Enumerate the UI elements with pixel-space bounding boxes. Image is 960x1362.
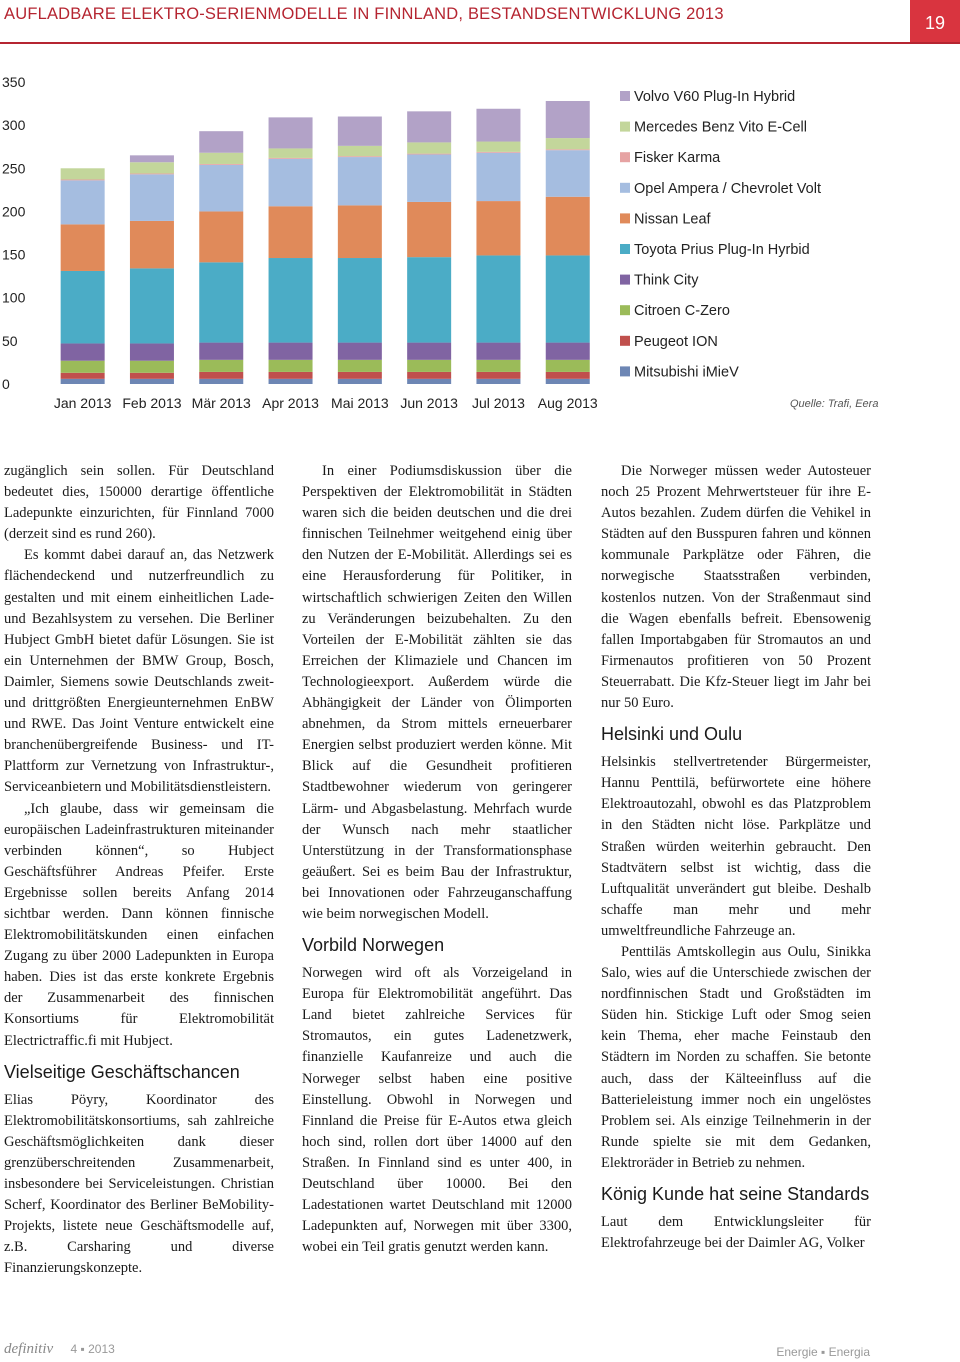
bar-segment: [130, 379, 174, 384]
bar-segment: [476, 379, 520, 384]
legend-label: Fisker Karma: [634, 150, 721, 167]
legend-swatch: [620, 91, 630, 101]
bar-segment: [130, 268, 174, 343]
bar-segment: [269, 159, 313, 206]
x-tick-label: Mär 2013: [191, 395, 251, 411]
page-title: AUFLADBARE ELEKTRO-SERIENMODELLE IN FINNLAND, BESTANDSENTWICKLUNG 2013: [4, 5, 724, 23]
bar-segment: [546, 149, 590, 150]
bar-segment: [546, 360, 590, 372]
bar-segment: [61, 180, 105, 224]
bar-segment: [407, 111, 451, 142]
paragraph: „Ich glaube, dass wir gemeinsam die europäischen Ladeinfrastrukturen miteinander verbinden können“, so Hubject Geschäftsführer Andreas Pfeifer. Erste Ergebnisse sollen bereits Anfang 2014 sichtbar werden. Dann können finnische Elektromobilitätskunden einen einfachen Zugang zu über 2000 Ladepunkten in Europa haben. Dies ist das erste konkrete Ergebnis der Zusammenarbeit des finnischen Konsortiums für Elektromobilität Electrictraffic.fi mit Hubject.: [4, 800, 274, 1049]
page-header: [0, 0, 960, 44]
bar-segment: [476, 255, 520, 342]
bar-segment: [546, 197, 590, 256]
bar-segment: [546, 101, 590, 138]
bar-segment: [407, 372, 451, 379]
bar-segment: [61, 180, 105, 181]
bar-segment: [338, 258, 382, 343]
bar-segment: [269, 148, 313, 157]
bar-segment: [61, 224, 105, 271]
text-column-3: [601, 461, 871, 1254]
y-tick-label: 200: [2, 203, 26, 220]
bar-segment: [269, 372, 313, 379]
paragraph: Penttiläs Amtskollegin aus Oulu, Sinikka Salo, wies auf die Unterschiede zwischen der nordfinnischen Stadt und Großstädten im Süden hin. Stickige Luft oder Smog seien kein Thema, eher mache Feinstaub den Städtern im Norden zu schaffen. Sie betonte auch, dass der Kälteeinfluss auf die Batterieleistung immer noch ein ungelöstes Problem sei. Als einzige Teilnehmerin in der Runde spielte sie mit dem Gedanken, Elektroräder in Betrieb zu nehmen.: [601, 943, 871, 1171]
bar-segment: [407, 343, 451, 360]
section-heading: Helsinki und Oulu: [601, 724, 743, 745]
bar-segment: [338, 379, 382, 384]
bar-segment: [130, 373, 174, 379]
brand-logo: definitiv: [4, 1341, 54, 1357]
legend-label: Opel Ampera / Chevrolet Volt: [634, 180, 821, 197]
bar-segment: [476, 201, 520, 255]
y-tick-label: 300: [2, 117, 26, 134]
bar-segment: [546, 255, 590, 342]
paragraph: Elias Pöyry, Koordinator des Elektromobilitätskonsortiums, sah zahlreiche Geschäftsmöglichkeiten dank dieser grenzüberschreitenden Zusammenarbeit, insbesondere bei Serviceleistungen. Christian Scherf, Koordinator des Berliner BeMobility-Projekts, listete neue Geschäftsmodelle auf, z.B. Carsharing und diverse Finanzierungskonzepte.: [4, 1091, 274, 1277]
legend-label: Think City: [634, 272, 699, 289]
bar-segment: [546, 138, 590, 149]
legend-label: Peugeot ION: [634, 333, 718, 350]
stacked-bar-chart: [0, 60, 960, 420]
x-tick-label: Aug 2013: [537, 395, 598, 411]
bar-segment: [546, 150, 590, 197]
footer-section: Energie ▪ Energia: [776, 1345, 870, 1359]
bar-segment: [476, 360, 520, 372]
bar-segment: [199, 379, 243, 384]
y-tick-label: 0: [2, 376, 10, 392]
x-tick-label: Feb 2013: [122, 395, 182, 411]
footer-left: [4, 1341, 115, 1358]
legend-label: Toyota Prius Plug-In Hyrbid: [634, 242, 810, 258]
y-tick-label: 100: [2, 289, 26, 306]
bar-segment: [407, 257, 451, 342]
bar-segment: [476, 343, 520, 360]
x-tick-label: Jun 2013: [400, 395, 458, 411]
bar-segment: [407, 142, 451, 153]
bar-segment: [61, 373, 105, 379]
bar-segment: [199, 164, 243, 165]
bar-segment: [130, 155, 174, 162]
x-tick-label: Mai 2013: [331, 395, 389, 411]
y-tick-label: 250: [2, 160, 26, 177]
bar-segment: [407, 379, 451, 384]
legend-label: Citroen C-Zero: [634, 303, 730, 320]
issue-number: 4 ▪ 2013: [70, 1342, 115, 1356]
bar-segment: [269, 258, 313, 343]
bar-segment: [199, 372, 243, 379]
bar-segment: [338, 156, 382, 157]
bar-segment: [269, 343, 313, 360]
bar-segment: [476, 372, 520, 379]
bar-segment: [338, 157, 382, 205]
paragraph: Es kommt dabei darauf an, das Netzwerk flächendeckend und nutzerfreundlich zu gestalten und mit einem einheitlichen Lade- und Bezahlsystem zu versehen. Die Berliner Hubject GmbH bietet dafür Lösungen. Sie ist ein Unternehmen der BMW Group, Bosch, Daimler, Siemens sowie Deutschlands zweit- und drittgrößten Energieunternehmen EnBW und RWE. Das Joint Venture entwickelt eine branchenübergreifende Business- und IT-Plattform zur Vernetzung von Infrastruktur-, Serviceanbietern und Mobilitätsdienstleistern.: [4, 547, 274, 796]
bar-segment: [130, 162, 174, 173]
bar-segment: [269, 158, 313, 159]
bar-segment: [269, 117, 313, 148]
bar-segment: [130, 173, 174, 174]
bar-segment: [338, 360, 382, 372]
bar-segment: [199, 165, 243, 212]
bar-segment: [269, 206, 313, 258]
bar-segment: [199, 360, 243, 372]
bar-segment: [476, 153, 520, 201]
x-tick-label: Jan 2013: [53, 395, 112, 411]
bar-segment: [476, 152, 520, 153]
legend-swatch: [620, 122, 630, 132]
legend-swatch: [620, 183, 630, 193]
paragraph: Die Norweger müssen weder Autosteuer noch 25 Prozent Mehrwertsteuer für ihre E-Autos bezahlen. Zudem dürfen die Vehikel in Städten auf den Busspuren fahren und können kommunale Parkplätze oder Fähren, die norwegische Staatsstraßen verbinden, kostenlos nutzen. Von der Straßenmaut sind die Wagen ebenfalls befreit. Ebensowenig fallen Importabgaben für Stromautos an und Firmenautos profitieren von 50 Prozent Steuerrabatt. Die Kfz-Steuer liegt im Jahr bei nur 50 Euro.: [601, 463, 871, 712]
bar-segment: [338, 343, 382, 360]
y-tick-label: 350: [2, 74, 26, 90]
text-column-2: [302, 461, 572, 1258]
legend-label: Nissan Leaf: [634, 211, 711, 228]
bar-segment: [130, 343, 174, 360]
paragraph: Helsinkis stellvertretender Bürgermeister, Hannu Penttilä, befürwortete eine höhere Elektroautozahl, obwohl es das Platzproblem in den Städten nicht löse. Parkplätze und Straßen würden weiterhin gebraucht. Den Stadtvätern selbst ist wichtig, dass die Luftqualität unverändert gut bleibe. Deshalb schaffe man mehr und mehr umweltfreundliche Fahrzeuge an.: [601, 754, 871, 939]
bar-segment: [269, 360, 313, 372]
section-heading: König Kunde hat seine Standards: [601, 1184, 870, 1204]
bar-segment: [199, 262, 243, 342]
bar-segment: [407, 154, 451, 201]
text-column-1: [4, 461, 274, 1279]
legend-swatch: [620, 213, 630, 223]
bar-segment: [61, 361, 105, 373]
legend-label: Mercedes Benz Vito E-Cell: [634, 119, 808, 136]
bar-segment: [338, 146, 382, 156]
section-heading: Vorbild Norwegen: [302, 935, 445, 956]
chart-source: Quelle: Trafi, Eera: [790, 398, 879, 410]
bar-segment: [269, 379, 313, 384]
bar-segment: [61, 271, 105, 343]
bar-segment: [546, 379, 590, 384]
legend-swatch: [620, 152, 630, 162]
legend-swatch: [620, 244, 630, 254]
x-tick-label: Jul 2013: [471, 395, 525, 411]
paragraph: zugänglich sein sollen. Für Deutschland bedeutet dies, 150000 derartige öffentliche Ladepunkte einzurichten, für Finnland 7000 (derzeit sind es rund 260).: [4, 463, 274, 543]
bar-segment: [199, 153, 243, 164]
paragraph: Laut dem Entwicklungsleiter für Elektrofahrzeuge bei der Daimler AG, Volker: [601, 1214, 871, 1252]
bar-segment: [199, 211, 243, 262]
section-heading: Vielseitige Geschäftschancen: [4, 1061, 240, 1082]
legend-swatch: [620, 366, 630, 376]
bar-segment: [338, 117, 382, 146]
legend-label: Volvo V60 Plug-In Hybrid: [634, 89, 796, 105]
bar-segment: [61, 168, 105, 179]
bar-segment: [199, 343, 243, 360]
bar-segment: [61, 343, 105, 360]
bar-segment: [61, 379, 105, 384]
y-tick-label: 150: [2, 246, 26, 263]
bar-segment: [130, 174, 174, 221]
legend-swatch: [620, 275, 630, 285]
bar-segment: [199, 131, 243, 153]
legend-label: Mitsubishi iMieV: [634, 364, 739, 381]
bar-segment: [546, 372, 590, 379]
bar-segment: [476, 142, 520, 152]
bar-segment: [130, 361, 174, 373]
bar-segment: [407, 360, 451, 372]
legend-swatch: [620, 336, 630, 346]
bar-segment: [338, 205, 382, 258]
page-number: 19: [910, 0, 960, 42]
bar-segment: [476, 109, 520, 142]
x-tick-label: Apr 2013: [262, 395, 319, 411]
legend-swatch: [620, 305, 630, 315]
bar-segment: [130, 221, 174, 268]
bar-segment: [407, 154, 451, 155]
bar-segment: [338, 372, 382, 379]
paragraph: In einer Podiumsdiskussion über die Perspektiven der Elektromobilität in Städten waren sich die beiden deutschen und die drei finnischen Teilnehmer weitgehend einig über den Nutzen der E-Mobilität. Allerdings sei es eine Herausforderung für Politiker, in wirtschaftlich schwierigen Zeiten den Willen zu Veränderungen beizubehalten. Zu den Vorteilen der E-Mobilität zählten sie das Erreichen der Klimaziele und Chancen im Technologieexport. Außerdem würde die Abhängigkeit der Länder von Ölimporten abnehmen, da Strom mittels erneuerbarer Energien selbst produziert werden könne. Mit Blick auf die Gesundheit profitieren Stadtbewohner wiederum von geringerer Lärm- und Abgasbelastung. Mehrfach wurde der Wunsch nach mehr staatlicher Unterstützung in der Transformationsphase geäußert. Sei es beim Bau der Infrastruktur, bei Innovationen oder Fahrzeuganschaffung wie beim norwegischen Modell.: [302, 463, 572, 922]
y-tick-label: 50: [2, 332, 18, 349]
paragraph: Norwegen wird oft als Vorzeigeland in Europa für Elektromobilität angeführt. Das Land bietet zahlreiche Services für Stromautos, ein gutes Ladenetzwerk, finanzielle Kaufanreize und auch die Norweger selbst haben eine positive Einstellung. Obwohl in Norwegen und Finnland die Preise für E-Autos etwa gleich hoch sind, rollen dort über 14000 auf den Straßen. In Finnland sind es unter 400, in Deutschland über 10000. Bei den Ladestationen wartet Deutschland mit 12000 Ladepunkten auf, Norwegen mit über 3300, wobei ein Teil gratis genutzt werden kann.: [302, 965, 572, 1256]
bar-segment: [407, 202, 451, 257]
bar-segment: [546, 343, 590, 360]
